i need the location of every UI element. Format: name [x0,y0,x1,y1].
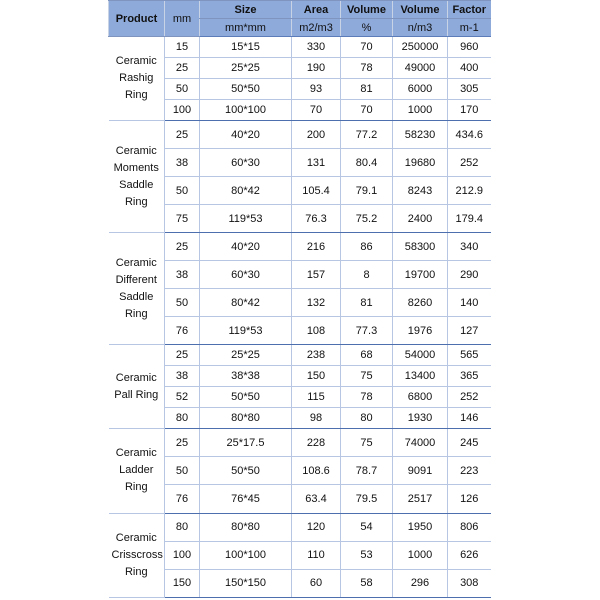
cell-volume-pct: 80 [341,408,393,429]
cell-mm: 15 [165,37,200,58]
cell-volume-count: 1000 [393,541,448,569]
product-name-cell [109,37,165,121]
table-row [109,177,491,205]
cell-area: 157 [292,261,341,289]
table-row [109,387,491,408]
cell-area: 76.3 [292,205,341,233]
product-name-line: Saddle [119,178,154,191]
cell-factor: 434.6 [448,121,491,149]
product-name-line: Ceramic [115,447,157,460]
cell-size: 60*30 [200,149,292,177]
header-area: Area [292,1,341,19]
table-row [109,408,491,429]
cell-volume-count: 19680 [393,149,448,177]
product-name-cell [109,233,165,345]
table-row [109,513,491,541]
cell-mm: 25 [165,345,200,366]
cell-factor: 140 [448,289,491,317]
cell-volume-pct: 81 [341,79,393,100]
cell-size: 80*42 [200,177,292,205]
cell-mm: 25 [165,429,200,457]
cell-volume-pct: 77.2 [341,121,393,149]
cell-mm: 38 [165,149,200,177]
cell-factor: 170 [448,100,491,121]
cell-volume-count: 9091 [393,457,448,485]
cell-volume-count: 6000 [393,79,448,100]
cell-volume-pct: 86 [341,233,393,261]
cell-area: 105.4 [292,177,341,205]
cell-volume-count: 250000 [393,37,448,58]
cell-volume-count: 74000 [393,429,448,457]
cell-volume-pct: 81 [341,289,393,317]
cell-area: 98 [292,408,341,429]
cell-area: 115 [292,387,341,408]
cell-volume-pct: 54 [341,513,393,541]
cell-mm: 150 [165,569,200,597]
cell-volume-pct: 70 [341,37,393,58]
cell-mm: 38 [165,366,200,387]
cell-mm: 76 [165,317,200,345]
cell-area: 238 [292,345,341,366]
product-name-line: Ceramic [115,371,157,384]
cell-factor: 127 [448,317,491,345]
table-body [109,37,491,598]
cell-mm: 75 [165,205,200,233]
cell-mm: 25 [165,58,200,79]
product-name-cell [109,513,165,597]
cell-factor: 960 [448,37,491,58]
cell-size: 25*17.5 [200,429,292,457]
table-row [109,429,491,457]
cell-volume-pct: 78 [341,58,393,79]
cell-volume-pct: 75.2 [341,205,393,233]
product-name-cell [109,429,165,513]
cell-mm: 50 [165,289,200,317]
cell-area: 150 [292,366,341,387]
cell-mm: 76 [165,485,200,513]
cell-volume-count: 8243 [393,177,448,205]
cell-volume-pct: 77.3 [341,317,393,345]
cell-mm: 25 [165,121,200,149]
cell-factor: 212.9 [448,177,491,205]
cell-volume-pct: 8 [341,261,393,289]
header-product: Product [109,1,165,37]
cell-size: 50*50 [200,79,292,100]
cell-mm: 100 [165,541,200,569]
cell-volume-count: 58230 [393,121,448,149]
cell-size: 80*80 [200,408,292,429]
table-row [109,289,491,317]
header-volume-count: Volume [393,1,448,19]
cell-factor: 146 [448,408,491,429]
cell-volume-pct: 78.7 [341,457,393,485]
cell-volume-pct: 53 [341,541,393,569]
cell-area: 132 [292,289,341,317]
cell-size: 100*100 [200,100,292,121]
table-row [109,485,491,513]
product-name-line: Saddle [119,290,154,303]
cell-volume-count: 54000 [393,345,448,366]
product-name-line: Ring [124,89,148,102]
cell-factor: 626 [448,541,491,569]
cell-area: 190 [292,58,341,79]
product-name-line: Ring [124,481,148,494]
unit-volume-pct: % [341,19,393,37]
product-name-line: Ladder [119,464,154,477]
cell-mm: 25 [165,233,200,261]
cell-factor: 305 [448,79,491,100]
cell-factor: 565 [448,345,491,366]
cell-size: 100*100 [200,541,292,569]
table-row [109,121,491,149]
cell-area: 93 [292,79,341,100]
product-name-line: Ceramic [115,531,157,544]
cell-factor: 252 [448,387,491,408]
cell-volume-pct: 78 [341,387,393,408]
cell-volume-pct: 68 [341,345,393,366]
table-row [109,58,491,79]
cell-size: 60*30 [200,261,292,289]
product-name-cell [109,121,165,233]
header-factor: Factor [448,1,491,19]
cell-area: 216 [292,233,341,261]
table-row [109,261,491,289]
product-name-cell [109,345,165,429]
product-name-line: Different [115,273,157,286]
cell-volume-pct: 70 [341,100,393,121]
unit-factor: m-1 [448,19,491,37]
table-row [109,205,491,233]
cell-area: 131 [292,149,341,177]
table-row [109,37,491,58]
cell-volume-pct: 75 [341,429,393,457]
product-name-line: Pall Ring [114,388,159,401]
table-row [109,317,491,345]
product-name-line: Ring [124,565,148,578]
product-name-line: Ring [124,307,148,320]
table-row [109,345,491,366]
cell-volume-count: 58300 [393,233,448,261]
cell-area: 228 [292,429,341,457]
cell-factor: 308 [448,569,491,597]
cell-volume-count: 6800 [393,387,448,408]
cell-factor: 126 [448,485,491,513]
cell-volume-pct: 79.5 [341,485,393,513]
cell-size: 38*38 [200,366,292,387]
cell-factor: 340 [448,233,491,261]
cell-volume-count: 19700 [393,261,448,289]
table-header [109,1,491,37]
product-name-line: Crisscross [111,548,163,561]
cell-volume-count: 296 [393,569,448,597]
product-name-line: Ceramic [115,256,157,269]
cell-area: 120 [292,513,341,541]
cell-volume-count: 2517 [393,485,448,513]
product-name-line: Ceramic [115,55,157,68]
cell-volume-pct: 75 [341,366,393,387]
product-name-line: Ceramic [115,144,157,157]
cell-factor: 365 [448,366,491,387]
cell-size: 40*20 [200,233,292,261]
cell-volume-count: 1000 [393,100,448,121]
product-name-line: Ring [124,195,148,208]
table-row [109,149,491,177]
cell-factor: 245 [448,429,491,457]
cell-size: 50*50 [200,457,292,485]
cell-size: 80*42 [200,289,292,317]
header-volume-pct: Volume [341,1,393,19]
cell-factor: 806 [448,513,491,541]
table-row [109,541,491,569]
cell-mm: 100 [165,100,200,121]
product-name-line: Rashig [119,72,154,85]
cell-volume-count: 1930 [393,408,448,429]
cell-area: 200 [292,121,341,149]
table-row [109,100,491,121]
cell-volume-pct: 79.1 [341,177,393,205]
cell-area: 60 [292,569,341,597]
cell-factor: 252 [448,149,491,177]
cell-size: 119*53 [200,317,292,345]
cell-area: 108 [292,317,341,345]
cell-volume-count: 1976 [393,317,448,345]
header-size: Size [200,1,292,19]
cell-mm: 50 [165,457,200,485]
cell-size: 25*25 [200,345,292,366]
packing-spec-table [108,0,491,598]
cell-factor: 179.4 [448,205,491,233]
cell-area: 110 [292,541,341,569]
cell-size: 150*150 [200,569,292,597]
cell-size: 76*45 [200,485,292,513]
cell-mm: 52 [165,387,200,408]
cell-volume-count: 49000 [393,58,448,79]
cell-size: 40*20 [200,121,292,149]
table-row [109,233,491,261]
cell-mm: 38 [165,261,200,289]
table-row [109,366,491,387]
cell-size: 80*80 [200,513,292,541]
cell-area: 108.6 [292,457,341,485]
cell-mm: 50 [165,79,200,100]
header-mm: mm [165,1,200,37]
cell-volume-count: 2400 [393,205,448,233]
cell-volume-count: 13400 [393,366,448,387]
cell-size: 25*25 [200,58,292,79]
cell-volume-count: 8260 [393,289,448,317]
cell-factor: 290 [448,261,491,289]
unit-area: m2/m3 [292,19,341,37]
cell-mm: 50 [165,177,200,205]
cell-mm: 80 [165,513,200,541]
table-row [109,457,491,485]
cell-area: 70 [292,100,341,121]
table-row [109,569,491,597]
cell-size: 15*15 [200,37,292,58]
product-name-line: Moments [113,161,159,174]
cell-size: 50*50 [200,387,292,408]
cell-volume-pct: 80.4 [341,149,393,177]
unit-volume-count: n/m3 [393,19,448,37]
cell-mm: 80 [165,408,200,429]
cell-factor: 223 [448,457,491,485]
cell-size: 119*53 [200,205,292,233]
cell-area: 330 [292,37,341,58]
header-row-1 [109,1,491,19]
table-row [109,79,491,100]
unit-size: mm*mm [200,19,292,37]
cell-area: 63.4 [292,485,341,513]
cell-factor: 400 [448,58,491,79]
cell-volume-count: 1950 [393,513,448,541]
cell-volume-pct: 58 [341,569,393,597]
